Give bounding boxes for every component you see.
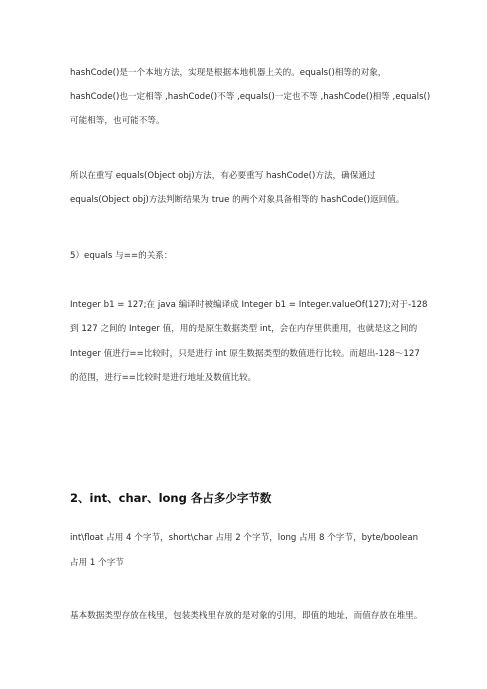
paragraph-integer-line-1: Integer b1 = 127;在 java 编译时被编译成 Integer b1 = Integer.valueOf(127);对于-128 [70, 300, 428, 310]
paragraph-override-line-1: 所以在重写 equals(Object obj)方法，有必要重写 hashCode()方法，确保通过 [70, 171, 376, 181]
paragraph-hashcode-line-3: 可能相等，也可能不等。 [70, 116, 165, 126]
paragraph-hashcode-line-1: hashCode()是一个本地方法，实现是根据本地机器上关的。equals()相等的对象， [70, 68, 387, 78]
paragraph-hashcode-line-2: hashCode()也一定相等 ,hashCode()不等 ,equals()一定也不等 ,hashCode()相等 ,equals() [70, 92, 431, 102]
paragraph-integer-line-2: 到 127 之间的 Integer 值，用的是原生数据类型 int，会在内存里供重用，也就是这之间的 [70, 324, 418, 334]
paragraph-integer-line-4: 的范围，进行==比较时是进行地址及数值比较。 [70, 373, 257, 383]
paragraph-integer-line-3: Integer 值进行==比较时，只是进行 int 原生数据类型的数值进行比较。而超出-128～127 [70, 349, 420, 359]
section-heading: 2、int、char、long 各占多少字节数 [70, 491, 272, 505]
paragraph-override-line-2: equals(Object obj)方法判断结果为 true 的两个对象具备相等的 hashCode()返回值。 [70, 195, 405, 205]
paragraph-bytes-line-2: 占用 1 个字节 [70, 558, 124, 568]
paragraph-equals-relation: 5）equals 与==的关系： [70, 251, 173, 261]
paragraph-stack-heap: 基本数据类型存放在栈里，包装类栈里存放的是对象的引用，即值的地址，而值存放在堆里。 [70, 611, 423, 621]
paragraph-bytes-line-1: int\float 占用 4 个字节，short\char 占用 2 个字节，long 占用 8 个字节，byte/boolean [70, 533, 419, 543]
